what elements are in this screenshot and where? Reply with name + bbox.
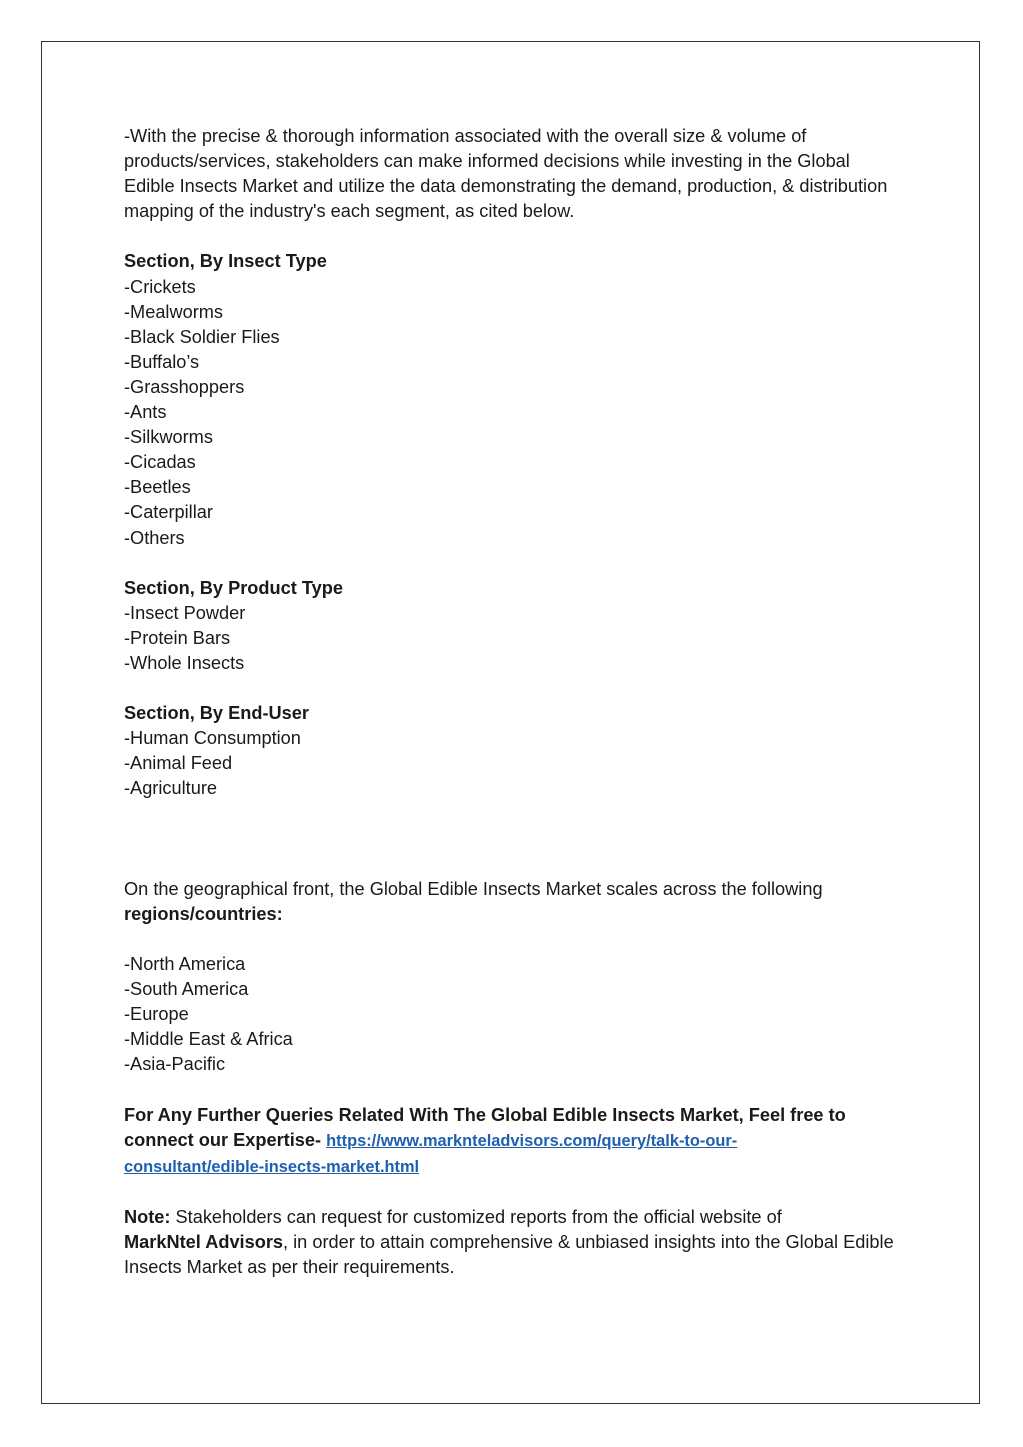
list-item: -Europe: [124, 1004, 189, 1025]
document-body: [124, 124, 894, 1280]
note-paragraph: [124, 1205, 894, 1280]
list-item: -Asia-Pacific: [124, 1054, 226, 1075]
list-item: -South America: [124, 979, 249, 1000]
list-item: -Silkworms: [124, 427, 213, 448]
list-item: -Ants: [124, 402, 167, 423]
list-item: -Agriculture: [124, 778, 217, 799]
note-text2: , in order to attain comprehensive & unbiased insights into the Global Edible Insects Market as per their requirements.: [124, 1232, 894, 1278]
section-heading-end-user: Section, By End-User: [124, 703, 309, 724]
list-item: -Protein Bars: [124, 627, 231, 648]
note-company: MarkNtel Advisors: [124, 1232, 284, 1253]
list-item: -Animal Feed: [124, 753, 233, 774]
list-item: -Black Soldier Flies: [124, 326, 280, 347]
geo-paragraph: [124, 877, 894, 927]
list-item: -Beetles: [124, 477, 191, 498]
query-link-part2: consultant/edible-insects-market.html: [124, 1157, 420, 1176]
queries-bold: For Any Further Queries Related With The Global Edible Insects Market, Feel free to connect our Expertise-: [124, 1104, 846, 1150]
note-text1: Stakeholders can request for customized reports from the official website of: [170, 1207, 782, 1228]
list-item: -Grasshoppers: [124, 376, 245, 397]
list-item: -Mealworms: [124, 301, 224, 322]
list-item: -Others: [124, 527, 185, 548]
list-item: -Crickets: [124, 276, 196, 297]
geo-bold: regions/countries:: [124, 903, 283, 924]
section-heading-product-type: Section, By Product Type: [124, 577, 343, 598]
geo-text: On the geographical front, the Global Edible Insects Market scales across the following: [124, 878, 823, 899]
note-label: Note:: [124, 1207, 171, 1228]
intro-paragraph: -With the precise & thorough information associated with the overall size & volume of products/services, stakeholders can make informed decisions while investing in the Global Edible Insects Market and utilize the data demonstrating the demand, production, & distribution mapping of the industry's each segment, as cited below.: [124, 126, 888, 222]
queries-paragraph: [124, 1103, 894, 1180]
list-item: -Cicadas: [124, 452, 196, 473]
query-link-part1: https://www.marknteladvisors.com/query/talk-to-our-: [326, 1131, 738, 1150]
list-item: -Middle East & Africa: [124, 1029, 293, 1050]
section-heading-insect-type: Section, By Insect Type: [124, 251, 327, 272]
list-item: -Buffalo’s: [124, 351, 200, 372]
list-item: -Insect Powder: [124, 602, 246, 623]
list-item: -North America: [124, 954, 246, 975]
list-item: -Human Consumption: [124, 728, 301, 749]
list-item: -Whole Insects: [124, 652, 245, 673]
list-item: -Caterpillar: [124, 502, 213, 523]
